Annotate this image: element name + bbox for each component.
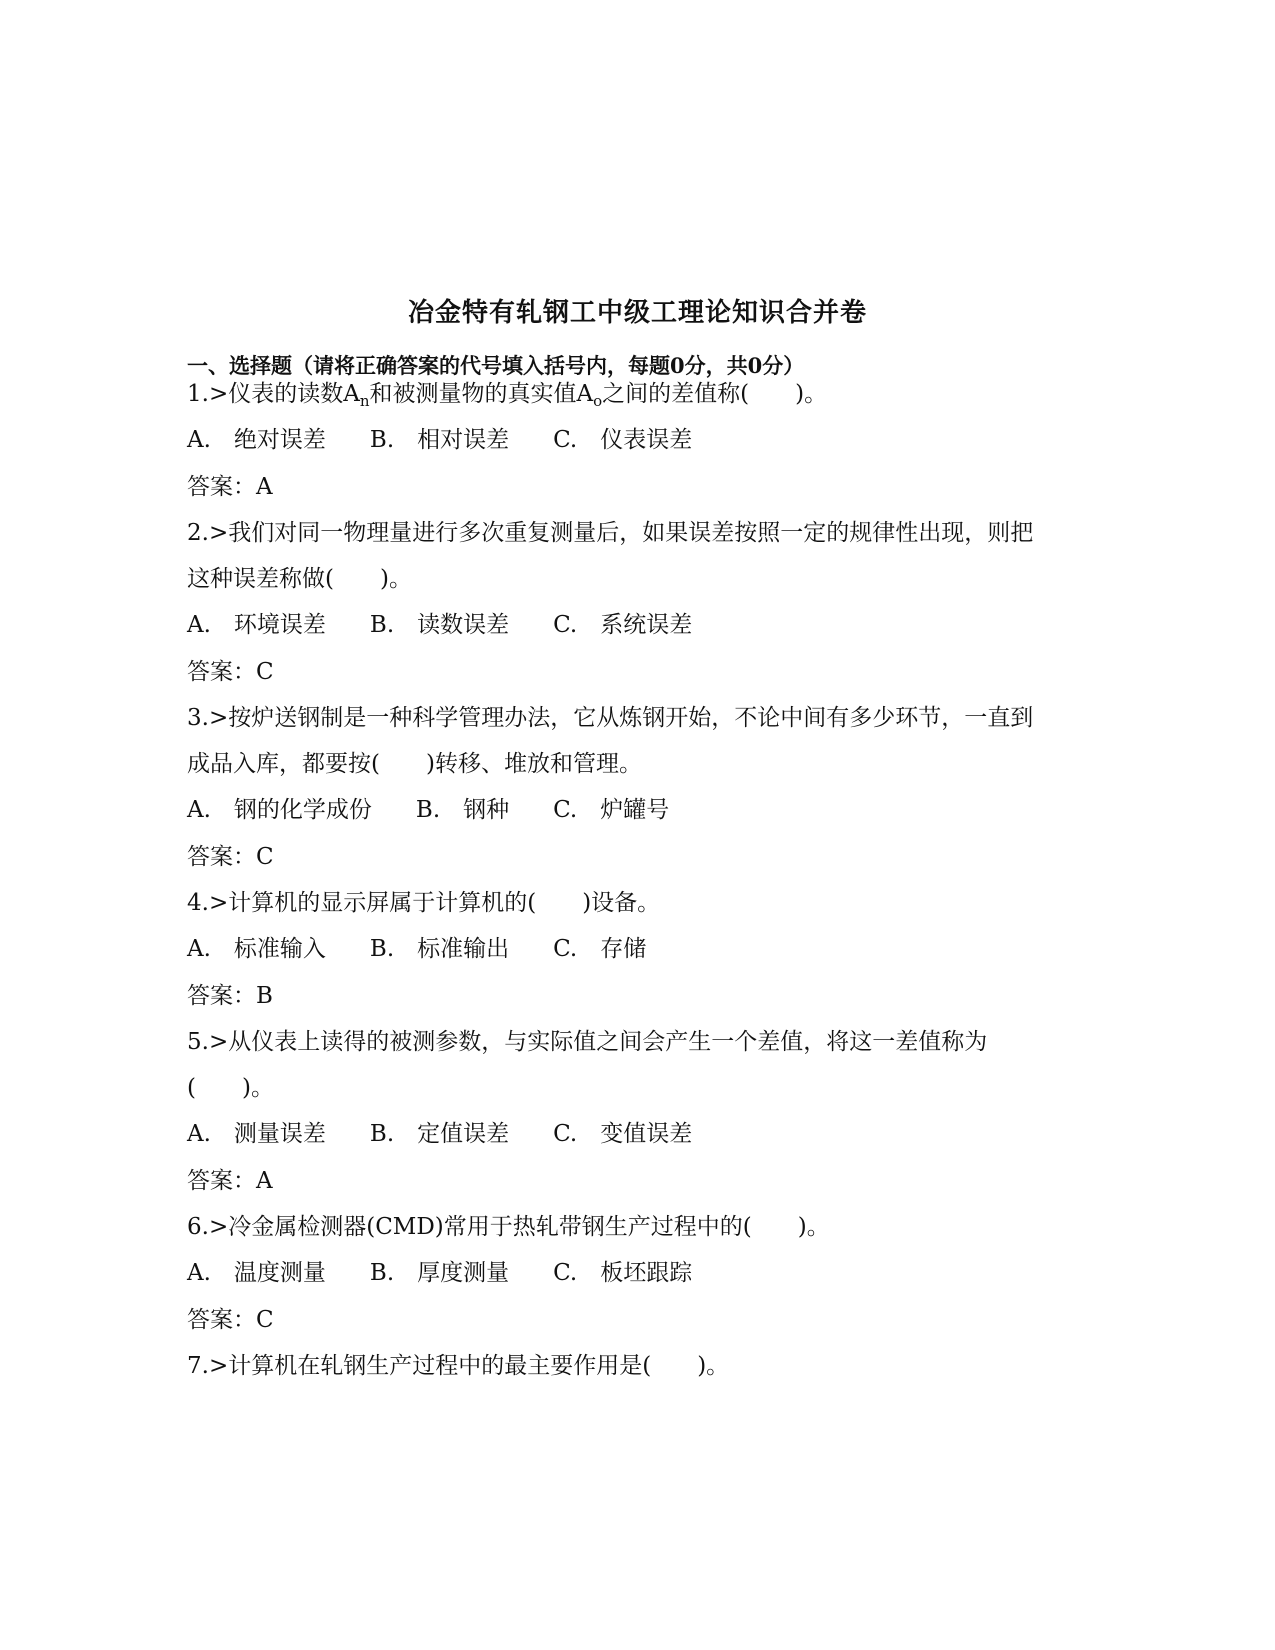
question-1-option-b: B. 相对误差 — [369, 427, 510, 453]
question-4-option-a: A. 标准输入 — [187, 936, 326, 962]
question-2-line-1: 2.>我们对同一物理量进行多次重复测量后，如果误差按照一定的规律性出现，则把 — [187, 520, 1034, 546]
question-1-option-a: A. 绝对误差 — [187, 427, 326, 453]
question-2-line-2: 这种误差称做( )。 — [187, 566, 412, 592]
question-6-option-b: B. 厚度测量 — [369, 1260, 510, 1286]
question-5-option-a: A. 测量误差 — [187, 1121, 326, 1147]
question-5-option-b: B. 定值误差 — [369, 1121, 510, 1147]
question-3-option-b: B. 钢种 — [415, 797, 510, 823]
question-3-line-1: 3.>按炉送钢制是一种科学管理办法，它从炼钢开始，不论中间有多少环节，一直到 — [187, 705, 1034, 731]
question-6-option-a: A. 温度测量 — [187, 1260, 326, 1286]
question-6-answer: 答案：C — [187, 1307, 274, 1333]
question-6-option-c: C. 板坯跟踪 — [553, 1260, 693, 1286]
question-1-text-mid: 和被测量物的真实值A — [369, 381, 594, 407]
question-5-line-1: 5.>从仪表上读得的被测参数，与实际值之间会产生一个差值，将这一差值称为 — [187, 1029, 988, 1055]
question-7-line-1: 7.>计算机在轧钢生产过程中的最主要作用是( )。 — [187, 1353, 730, 1379]
question-3-answer: 答案：C — [187, 844, 274, 870]
question-6-line-1: 6.>冷金属检测器(CMD)常用于热轧带钢生产过程中的( )。 — [187, 1214, 830, 1240]
section-heading: 一、选择题（请将正确答案的代号填入括号内，每题0分，共0分） — [187, 353, 805, 378]
question-1-option-c: C. 仪表误差 — [553, 427, 693, 453]
question-5-answer: 答案：A — [187, 1168, 273, 1194]
question-1 — [187, 379, 827, 416]
question-3-line-2: 成品入库，都要按( )转移、堆放和管理。 — [187, 751, 642, 777]
question-1-options — [187, 425, 692, 455]
question-4-options — [187, 934, 646, 964]
question-1-text-pre: 1.>仪表的读数A — [187, 381, 360, 407]
question-6-options — [187, 1258, 692, 1288]
subscript-n: n — [359, 392, 370, 410]
question-2-options — [187, 610, 692, 640]
question-5-option-c: C. 变值误差 — [553, 1121, 693, 1147]
question-3-option-a: A. 钢的化学成份 — [187, 797, 372, 823]
question-4-option-c: C. 存储 — [553, 936, 647, 962]
question-2-answer: 答案：C — [187, 659, 274, 685]
question-1-text-post: 之间的差值称( )。 — [602, 381, 828, 407]
question-4-option-b: B. 标准输出 — [369, 936, 510, 962]
question-3-option-c: C. 炉罐号 — [553, 797, 670, 823]
question-5-line-2: ( )。 — [187, 1075, 274, 1101]
question-5-options — [187, 1119, 692, 1149]
question-1-answer: 答案：A — [187, 474, 273, 500]
exam-title: 冶金特有轧钢工中级工理论知识合并卷 — [407, 298, 867, 328]
question-2-option-a: A. 环境误差 — [187, 612, 326, 638]
question-2-option-b: B. 读数误差 — [369, 612, 510, 638]
question-3-options — [187, 795, 669, 825]
subscript-o: o — [593, 392, 603, 410]
question-2-option-c: C. 系统误差 — [553, 612, 693, 638]
question-4-line-1: 4.>计算机的显示屏属于计算机的( )设备。 — [187, 890, 661, 916]
question-4-answer: 答案：B — [187, 983, 273, 1009]
